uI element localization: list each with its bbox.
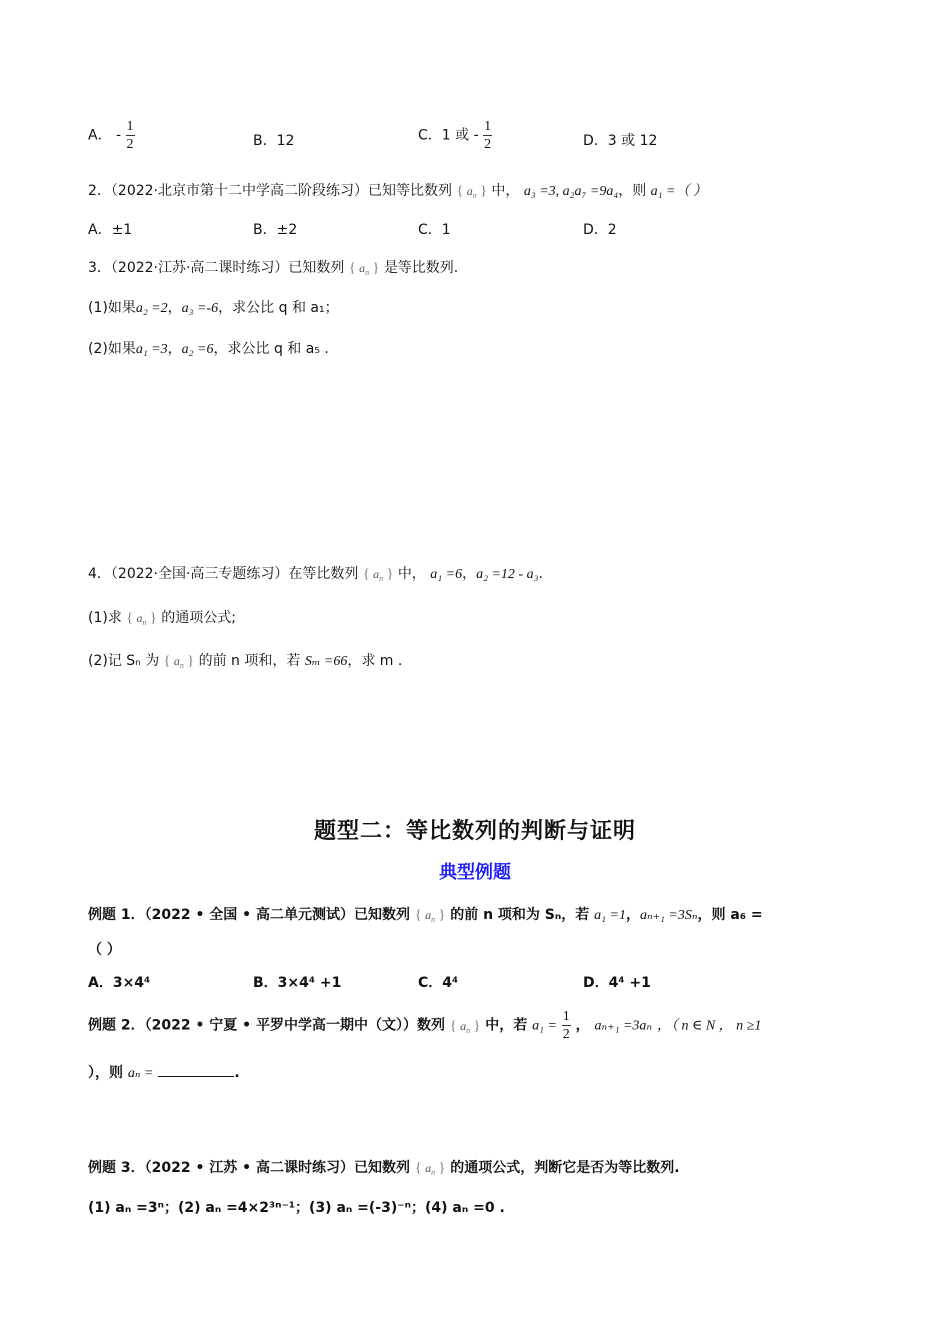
q3-part-1: (1)如果a₂ =2，a₃ =-6，求公比 q 和 a₁； bbox=[88, 300, 339, 316]
fraction: $\frac{1}{2}$ bbox=[562, 1009, 570, 1042]
sequence-symbol: { $a_n$ } bbox=[163, 654, 195, 670]
example-1-option-c: C．4⁴ bbox=[418, 975, 459, 991]
q1-option-a: A． - $\frac{1}{2}$ bbox=[88, 119, 134, 152]
example-3-items: (1) aₙ =3ⁿ；(2) aₙ =4×2³ⁿ⁻¹；(3) aₙ =(-3)⁻ⁿ；(4) aₙ =0 . bbox=[88, 1200, 505, 1216]
q1-option-c: C．1 或 - $\frac{1}{2}$ bbox=[418, 119, 492, 152]
example-1-option-d: D．4⁴ +1 bbox=[583, 975, 651, 991]
fraction: $\frac{1}{2}$ bbox=[126, 119, 134, 152]
example-2-answer-line: ），则 aₙ = . bbox=[88, 1065, 240, 1081]
q1-option-b: B．12 bbox=[253, 133, 295, 149]
example-2-stem: 例题 2．（2022 • 宁夏 • 平罗中学高一期中（文））数列 { $a_n$ } 中，若 a₁ = $\frac{1}{2}$ ， aₙ₊₁ =3aₙ ，（ n ∈ N ， n ≥1 bbox=[88, 1009, 762, 1042]
q4-part-2: (2)记 Sₙ 为 { $a_n$ } 的前 n 项和，若 Sₘ =66，求 m . bbox=[88, 653, 403, 670]
q3-part-2: (2)如果a₁ =3，a₂ =6，求公比 q 和 a₅ . bbox=[88, 341, 329, 357]
section-subtitle: 典型例题 bbox=[439, 862, 511, 883]
section-title: 题型二：等比数列的判断与证明 bbox=[313, 819, 636, 844]
q3-stem: 3．（2022·江苏·高二课时练习）已知数列 { $a_n$ } 是等比数列. bbox=[88, 260, 459, 277]
sequence-symbol: { $a_n$ } bbox=[414, 1161, 446, 1177]
q4-part-1: (1)求 { $a_n$ } 的通项公式; bbox=[88, 610, 236, 627]
answer-blank[interactable] bbox=[158, 1064, 234, 1077]
example-1-option-b: B．3×4⁴ +1 bbox=[253, 975, 342, 991]
sequence-symbol: { $a_n$ } bbox=[449, 1018, 481, 1035]
q4-stem: 4．（2022·全国·高三专题练习）在等比数列 { $a_n$ } 中， a₁ =6，a₂ =12 - a₃. bbox=[88, 566, 543, 583]
sequence-symbol: { $a_n$ } bbox=[362, 567, 394, 583]
q2-stem: 2．（2022·北京市第十二中学高二阶段练习）已知等比数列 { $a_n$ } 中， a₃ =3, a₂a₇ =9a₄，则 a₁ =（ ） bbox=[88, 183, 707, 200]
q2-option-d: D．2 bbox=[583, 222, 617, 238]
example-1-paren: （ ） bbox=[88, 942, 121, 958]
sequence-symbol: { $a_n$ } bbox=[126, 611, 157, 627]
example-1-stem: 例题 1．（2022 • 全国 • 高二单元测试）已知数列 { $a_n$ } 的前 n 项和为 Sₙ，若 a₁ =1，aₙ₊₁ =3Sₙ，则 a₆ = bbox=[88, 907, 763, 924]
fraction: $\frac{1}{2}$ bbox=[484, 119, 492, 152]
example-1-option-a: A．3×4⁴ bbox=[88, 975, 151, 991]
q2-option-b: B．±2 bbox=[253, 222, 298, 238]
q2-option-c: C．1 bbox=[418, 222, 451, 238]
sequence-symbol: { $a_n$ } bbox=[456, 184, 487, 200]
sequence-symbol: { $a_n$ } bbox=[414, 908, 446, 924]
example-3-stem: 例题 3．（2022 • 江苏 • 高二课时练习）已知数列 { $a_n$ } 的通项公式，判断它是否为等比数列. bbox=[88, 1160, 680, 1177]
sequence-symbol: { $a_n$ } bbox=[348, 261, 380, 277]
q2-option-a: A．±1 bbox=[88, 222, 133, 238]
q1-option-d: D．3 或 12 bbox=[583, 133, 658, 149]
